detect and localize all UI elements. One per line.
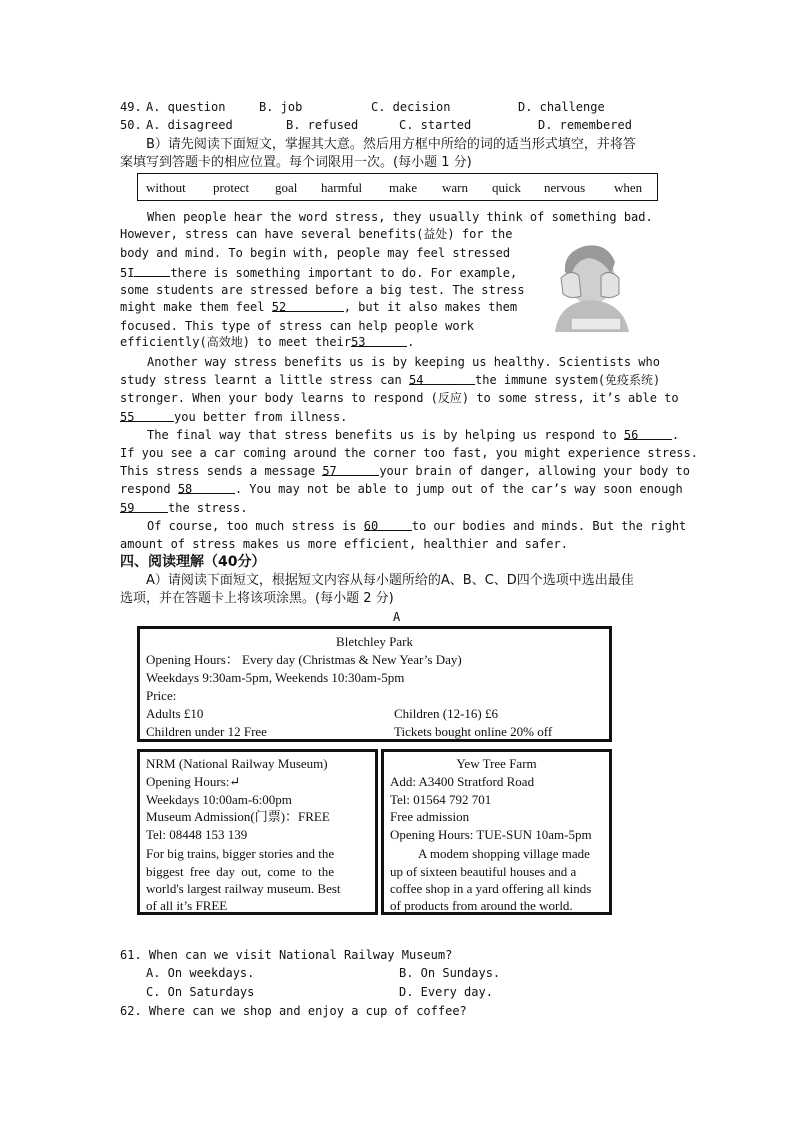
nrm-tel: Tel: 08448 153 139 [146,827,248,842]
passage-line: Of course, too much stress is 60 to our bodies and minds. But the right [147,519,687,533]
q50-option-a: A. disagreed [146,118,233,132]
yew-desc-line: of products from around the world. [390,898,573,913]
q50-option-b: B. refused [286,118,359,132]
q61-option-d: D. Every day. [399,985,493,999]
q49-number: 49. [120,100,142,114]
bletchley-opening-hours: Opening Hours： Every day (Christmas & New Year’s Day) [146,652,462,667]
passage-line: 55 you better from illness. [120,410,348,424]
passage-line: efficiently(高效地) to meet their53 . [120,335,415,349]
passage-line: body and mind. To begin with, people may feel stressed [120,246,511,260]
q61-option-b: B. On Sundays. [399,966,501,980]
word-item: without [146,180,186,195]
passage-line: amount of stress makes us more efficient, healthier and safer. [120,537,568,551]
yew-address: Add: A3400 Stratford Road [390,774,535,789]
passage-line: 5I there is something important to do. For example, [120,263,530,281]
bletchley-online-discount: Tickets bought online 20% off [394,724,553,739]
passage-line: When people hear the word stress, they usually think of something bad. [147,210,653,224]
yew-desc-line: up of sixteen beautiful houses and a [390,864,577,879]
yew-tel: Tel: 01564 792 701 [390,792,492,807]
passage-line: The final way that stress benefits us is by helping us respond to 56 . [147,428,680,442]
bletchley-adults-price: Adults £10 [146,706,204,721]
bletchley-children-price: Children (12-16) £6 [394,706,498,721]
bletchley-park-box [137,626,612,742]
yew-admission: Free admission [390,809,470,824]
passage-line: might make them feel 52 , but it also makes them [120,300,518,314]
word-item: nervous [544,180,586,195]
nrm-desc-line: biggest free day out, come to the [146,864,335,879]
nrm-desc-line: world's largest railway museum. Best [146,881,341,896]
bletchley-under12: Children under 12 Free [146,724,267,739]
section-4-instruction-2: 选项，并在答题卡上将该项涂黑。(每小题 2 分) [120,591,394,606]
word-item: protect [213,180,250,195]
word-item: harmful [321,180,363,195]
bletchley-weekdays: Weekdays 9:30am-5pm, Weekends 10:30am-5pm [146,670,405,685]
q61-option-a: A. On weekdays. [146,966,255,980]
passage-line: If you see a car coming around the corner too fast, you might experience stress. [120,446,698,460]
q50-option-c: C. started [399,118,472,132]
passage-line: some students are stressed before a big test. The stress [120,283,525,297]
bletchley-title: Bletchley Park [336,634,413,649]
section-b-instruction-2: 案填写到答题卡的相应位置。每个词限用一次。(每小题 1 分) [120,155,472,170]
nrm-admission: Museum Admission(门票)：FREE [146,809,330,824]
nrm-box [137,749,378,915]
q49-option-a: A. question [146,100,226,114]
q49-option-c: C. decision [371,100,451,114]
yew-desc-line: coffee shop in a yard offering all kinds [390,881,592,896]
q49-option-b: B. job [259,100,303,114]
word-item: goal [275,180,298,195]
q50-option-d: D. remembered [538,118,632,132]
word-item: when [614,180,643,195]
word-box [137,173,658,201]
yew-title: Yew Tree Farm [456,756,537,771]
yew-opening-hours: Opening Hours: TUE-SUN 10am-5pm [390,827,592,842]
bletchley-price-label: Price: [146,688,177,703]
passage-line: Another way stress benefits us is by keeping us healthy. Scientists who [147,355,660,369]
q62-question: 62. Where can we shop and enjoy a cup of coffee? [120,1004,467,1018]
nrm-desc-line: For big trains, bigger stories and the [146,846,335,861]
passage-line: This stress sends a message 57 your brain of danger, allowing your body to [120,464,690,478]
q61-option-c: C. On Saturdays [146,985,255,999]
nrm-desc-line: of all it’s FREE [146,898,228,913]
nrm-title: NRM (National Railway Museum) [146,756,328,771]
section-4-instruction-1: A）请阅读下面短文，根据短文内容从每小题所给的A、B、C、D四个选项中选出最佳 [146,573,634,588]
q50-number: 50. [120,118,142,132]
passage-line: stronger. When your body learns to respond (反应) to some stress, it’s able to [120,391,679,405]
yew-tree-farm-box [381,749,612,915]
q61-question: 61. When can we visit National Railway Museum? [120,948,453,962]
passage-label: A [393,610,401,624]
passage-line: respond 58 . You may not be able to jump out of the car’s way soon enough [120,482,683,496]
yew-desc-line: A modem shopping village made [418,846,590,861]
passage-line: However, stress can have several benefits(益处) for the [120,227,513,241]
q49-option-d: D. challenge [518,100,605,114]
passage-line: focused. This type of stress can help people work [120,319,475,333]
word-item: quick [492,180,521,195]
stressed-person-image [545,238,636,332]
word-item: warn [442,180,468,195]
section-4-title: 四、阅读理解（40分） [120,554,266,570]
word-item: make [389,180,418,195]
section-b-instruction-1: B）请先阅读下面短文，掌握其大意。然后用方框中所给的词的适当形式填空，并将答 [146,137,636,152]
nrm-weekdays: Weekdays 10:00am-6:00pm [146,792,292,807]
passage-line: 59 the stress. [120,501,248,515]
passage-line: study stress learnt a little stress can 54 the immune system(免疫系统) [120,373,661,387]
nrm-opening-hours: Opening Hours:↵ [146,774,241,789]
